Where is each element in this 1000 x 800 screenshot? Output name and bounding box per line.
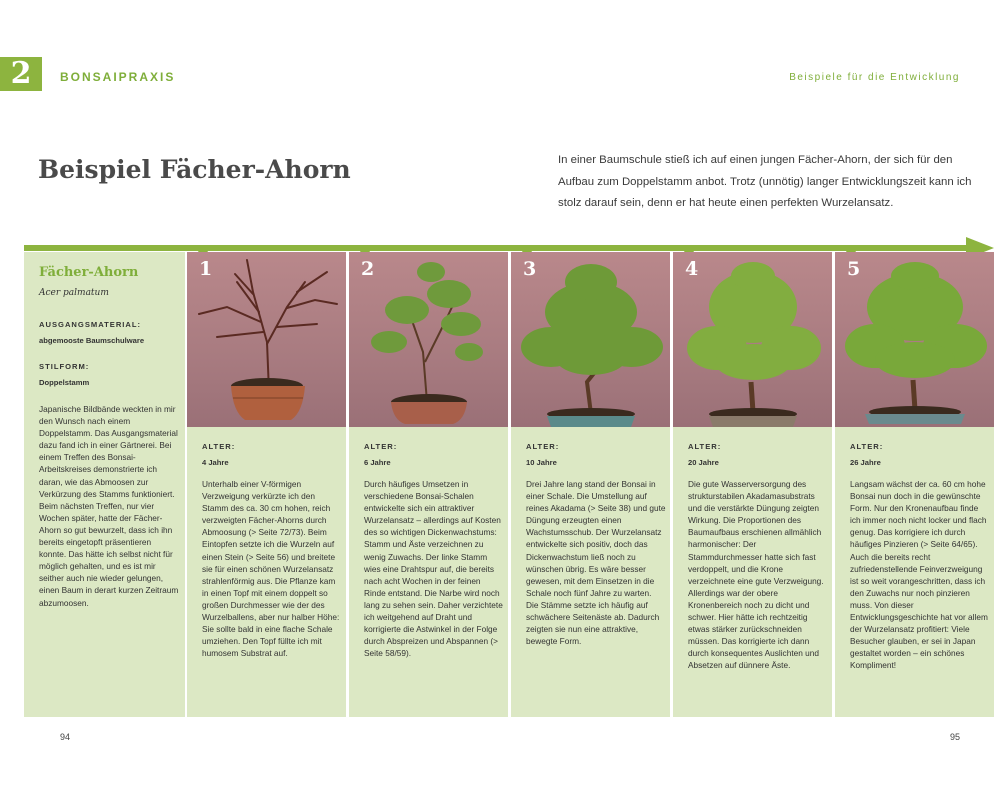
timeline-arrow-line <box>24 245 970 251</box>
stage-photo-1 <box>187 252 346 427</box>
age-value: 20 Jahre <box>688 458 719 467</box>
stage-number: 3 <box>523 258 537 280</box>
chapter-title: BONSAIPRAXIS <box>60 70 176 84</box>
age-value: 4 Jahre <box>202 458 229 467</box>
stage-card-4 <box>673 427 832 717</box>
stage-photo-5 <box>835 252 994 427</box>
age-value: 10 Jahre <box>526 458 557 467</box>
stage-description: Drei Jahre lang stand der Bonsai in einer Schale. Die Umstellung auf reines Akadama (> Seite 38) und gute Düngung erzeugten einen Wachstumsschub. Der Wurzelansatz entwickelte sich positiv, doch das Dickenwachstum ließ noch zu wünschen übrig. Es wäre besser gewesen, mit dem Einsetzen in die Schale noch fünf Jahre zu warten. Die Stämme setzte ich häufig auf schwächere Seitenäste ab. Dadurch zeigten sie nun eine attraktive, bewegte Form. <box>526 479 666 647</box>
chapter-number-badge: 2 <box>0 57 42 91</box>
stage-card-2 <box>349 427 508 717</box>
intro-text: In einer Baumschule stieß ich auf einen jungen Fächer-Ahorn, der sich für den Aufbau zum Doppelstamm anbot. Trotz (unnötig) langer Entwicklungszeit kann ich stolz darauf sein, denn er hat heute einen perfekten Wurzelansatz. <box>558 154 972 209</box>
age-label: ALTER: <box>364 442 398 451</box>
stage-photo-2 <box>349 252 508 427</box>
stage-card-1 <box>187 427 346 717</box>
style-label: STILFORM: <box>39 362 90 371</box>
age-label: ALTER: <box>850 442 884 451</box>
age-label: ALTER: <box>526 442 560 451</box>
stage-number: 4 <box>685 258 699 280</box>
age-value: 6 Jahre <box>364 458 391 467</box>
species-description: Japanische Bildbände weckten in mir den Wunsch nach einem Doppelstamm. Das Ausgangsmaterial dazu fand ich in einer Gärtnerei. Bei einem Treffen des Bonsai-Arbeitskreises demonstrierte ich daran, wie das Abmoosen zur Verkürzung des Stamms funktioniert. Beim nächsten Treffen, nur vier Wochen später, hatte der Fächer-Ahorn so gut bewurzelt, dass ich ihn bereits eingetopft präsentieren konnte. Das hätte ich selbst nicht für möglich gehalten, und es ist mir seither auch nie wieder gelungen, einen Baum in derart kurzen Zeitraum abzumoosen. <box>39 404 179 608</box>
stage-number: 1 <box>199 258 213 280</box>
page-title: Beispiel Fächer-Ahorn <box>38 155 351 184</box>
stage-photo-4 <box>673 252 832 427</box>
species-latin-name: Acer palmatum <box>39 288 109 298</box>
stage-photo-3 <box>511 252 670 427</box>
stage-description: Durch häufiges Umsetzen in verschiedene Bonsai-Schalen entwickelte sich ein attraktiver Wurzelansatz – allerdings auf Kosten des so wichtigen Dickenwachstums: Stamm und Äste verzeichnen zu wenig Zuwachs. Der linke Stamm wies eine Drahtspur auf, die bereits nach acht Wochen in der feinen Rinde entstand. Die Narbe wird noch lang zu sehen sein. Daher verzichtete ich weitgehend auf Draht und korrigierte die Astwinkel in der Folge durch Abspreizen und Abspannen (> Seite 58/59). <box>364 479 503 659</box>
age-value: 26 Jahre <box>850 458 881 467</box>
stage-number: 2 <box>361 258 375 280</box>
stage-description: Die gute Wasserversorgung des strukturstabilen Akadamasubstrats und die verstärkte Düngung zeigten Wirkung. Die Proportionen des Baumaufbaus erschienen allmählich harmonischer: Der Stammdurchmesser hatte sich fast verdoppelt, und die Krone verzeichnete eine gute Verzweigung. Allerdings war der obere Kronenbereich noch zu dicht und schwer. Hier hätte ich rechtzeitig etwas stärker zurückschneiden müssen. Das korrigierte ich dann durch konsequentes Auslichten und Absetzen auf dünnere Äste. <box>688 479 824 671</box>
section-title: Beispiele für die Entwicklung <box>789 72 960 83</box>
stage-card-5 <box>835 427 994 717</box>
stage-number: 5 <box>847 258 861 280</box>
page-number-left: 94 <box>60 732 71 742</box>
species-name: Fächer-Ahorn <box>39 265 139 280</box>
stage-description: Langsam wächst der ca. 60 cm hohe Bonsai nun doch in die gewünschte Form. Nur den Kronenaufbau finde ich immer noch nicht locker und flach genug. Das korrigiere ich durch häufiges Pinzieren (> Seite 64/65). Auch die bereits recht zufriedenstellende Feinverzweigung ist so weit vorangeschritten, dass ich den Zuwachs nur noch pinzieren muss. Von dieser Entwicklungsgeschichte hat vor allem der Wurzelansatz profitiert: Viele Besucher glauben, er sei in Japan gestaltet worden – ein schönes Kompliment! <box>850 479 988 671</box>
stage-description: Unterhalb einer V-förmigen Verzweigung verkürzte ich den Stamm des ca. 30 cm hohen, reich verzweigten Fächer-Ahorns durch Abmoosung (> Seite 72/73). Beim Eintopfen setzte ich die Wurzeln auf einen Stein (> Seite 56) und breitete sie für einen schönen Wurzelansatz strahlenförmig aus. Die Pflanze kam in einen Topf mit einem doppelt so großen Durchmesser wie der des Wurzelballens, aber nur halber Höhe: Sie sollte bald in eine flache Schale umziehen. Den Topf füllte ich mit humosem Substrat auf. <box>202 479 340 659</box>
material-value: abgemooste Baumschulware <box>39 336 145 345</box>
style-value: Doppelstamm <box>39 378 90 387</box>
stage-card-3 <box>511 427 670 717</box>
page-number-right: 95 <box>949 732 960 742</box>
material-label: AUSGANGSMATERIAL: <box>39 320 142 329</box>
age-label: ALTER: <box>202 442 236 451</box>
age-label: ALTER: <box>688 442 722 451</box>
species-info-panel <box>24 252 185 717</box>
